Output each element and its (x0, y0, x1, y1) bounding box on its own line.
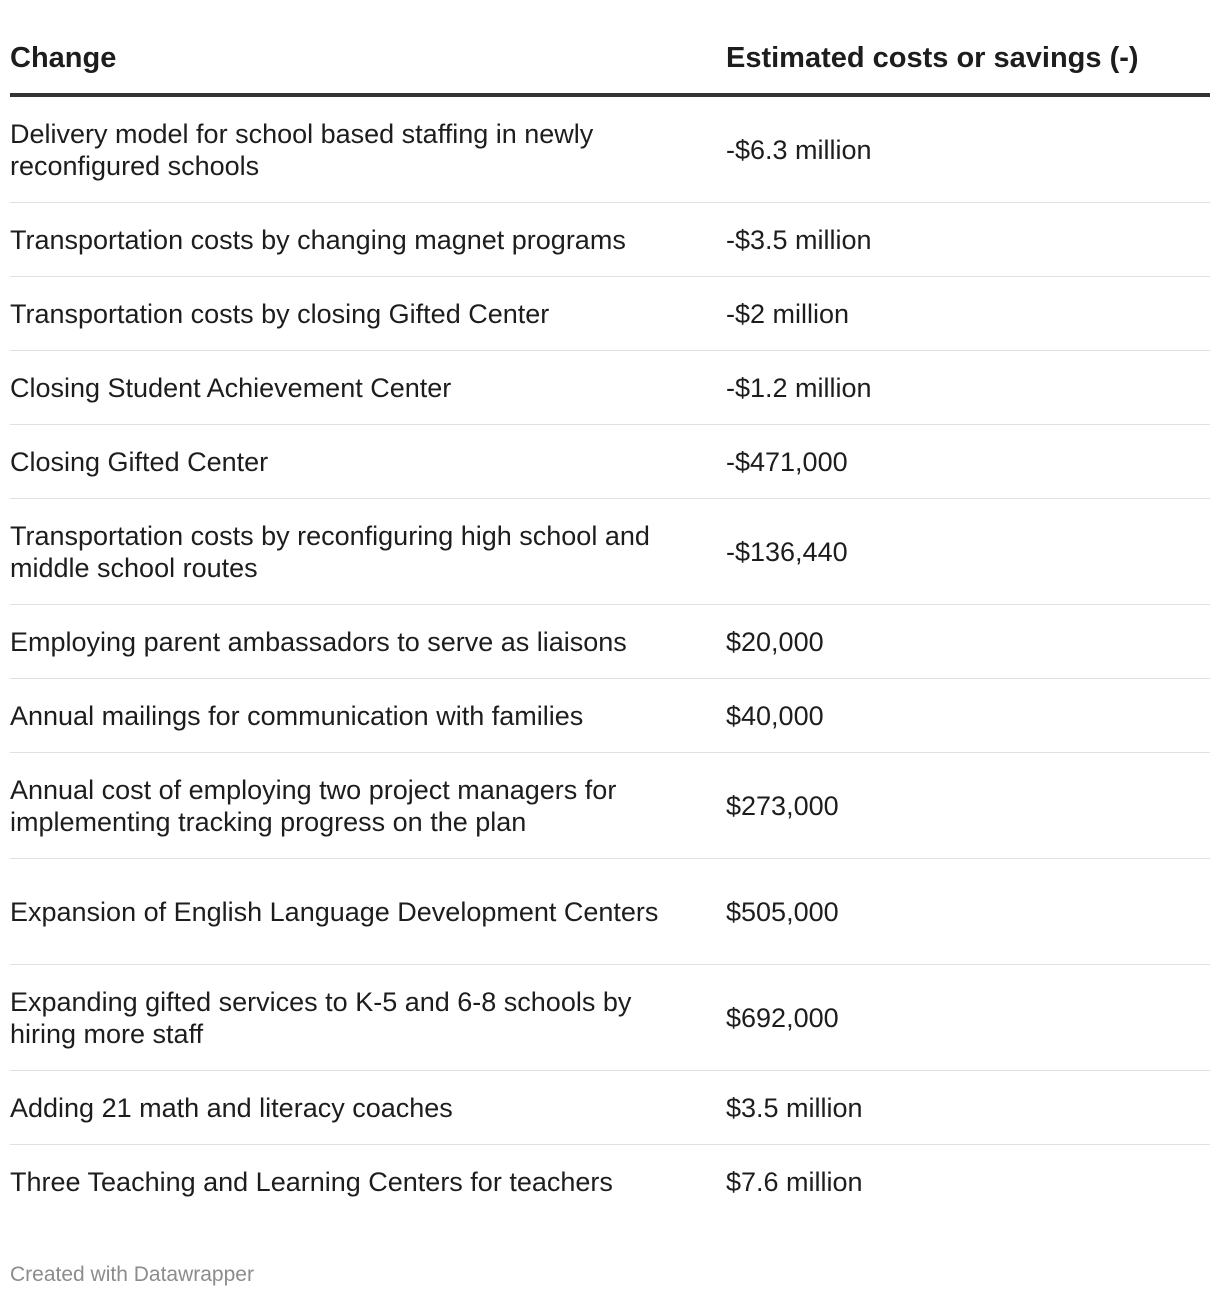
cell-cost: $692,000 (726, 1002, 839, 1033)
data-table (10, 0, 1210, 1219)
header-change[interactable]: Change (10, 42, 117, 74)
cell-change: Annual cost of employing two project managers for implementing tracking progress on the plan (10, 774, 617, 837)
cell-cost: -$1.2 million (726, 372, 872, 403)
cell-change: Adding 21 math and literacy coaches (10, 1092, 453, 1123)
table-row (10, 859, 1210, 965)
cell-cost: $505,000 (726, 896, 839, 927)
cell-change: Transportation costs by closing Gifted Center (10, 298, 550, 329)
header-estimated-cost[interactable]: Estimated costs or savings (-) (726, 42, 1139, 74)
cell-change: Delivery model for school based staffing in newly reconfigured schools (10, 118, 594, 181)
cell-cost: $273,000 (726, 790, 839, 821)
cell-cost: -$3.5 million (726, 224, 872, 255)
cell-change: Expanding gifted services to K-5 and 6-8 schools by hiring more staff (10, 986, 632, 1049)
table-row (10, 753, 1210, 859)
cell-cost: -$2 million (726, 298, 850, 329)
cell-cost: $20,000 (726, 626, 824, 657)
cell-change: Closing Gifted Center (10, 446, 269, 477)
table-row (10, 965, 1210, 1071)
cell-cost: -$6.3 million (726, 134, 872, 165)
cell-change: Expansion of English Language Development Centers (10, 896, 659, 927)
table-header-row (10, 0, 1210, 97)
cell-change: Employing parent ambassadors to serve as liaisons (10, 626, 627, 657)
cell-cost: $40,000 (726, 700, 824, 731)
table-row (10, 425, 1210, 499)
table-row (10, 679, 1210, 753)
table-row (10, 277, 1210, 351)
cell-change: Closing Student Achievement Center (10, 372, 452, 403)
cell-cost: -$136,440 (726, 536, 848, 567)
cell-change: Transportation costs by changing magnet programs (10, 224, 626, 255)
table-row (10, 605, 1210, 679)
table-row (10, 1145, 1210, 1219)
table-row (10, 499, 1210, 605)
cell-change: Annual mailings for communication with families (10, 700, 584, 731)
cell-cost: $7.6 million (726, 1167, 863, 1197)
cell-change: Transportation costs by reconfiguring high school and middle school routes (10, 520, 650, 583)
table-row (10, 203, 1210, 277)
table-row (10, 351, 1210, 425)
table-row (10, 1071, 1210, 1145)
cell-change: Three Teaching and Learning Centers for teachers (10, 1167, 613, 1197)
cell-cost: -$471,000 (726, 446, 848, 477)
datawrapper-credit[interactable]: Created with Datawrapper (10, 1263, 254, 1286)
table-row (10, 97, 1210, 203)
cell-cost: $3.5 million (726, 1092, 863, 1123)
